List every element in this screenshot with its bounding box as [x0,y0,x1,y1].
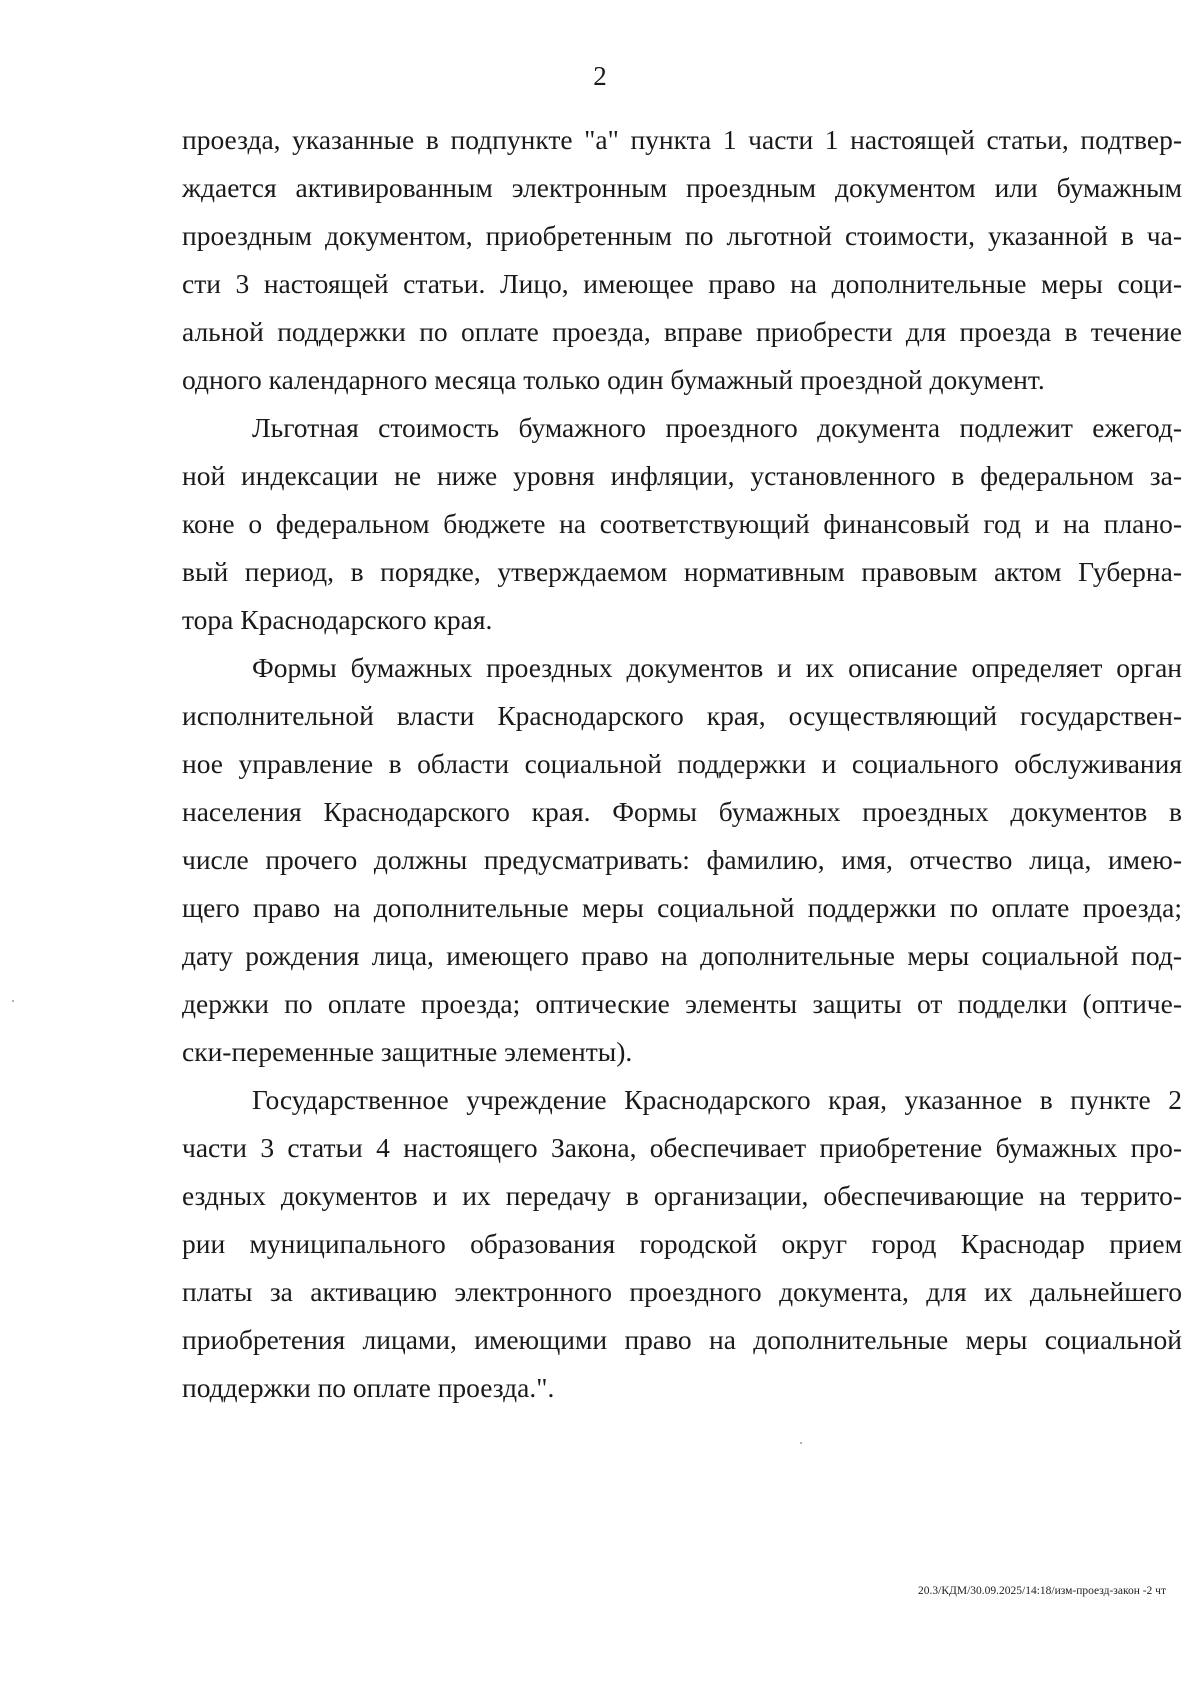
text-line: приобретения лицами, имеющими право на дополнительные меры социальной [182,1324,1182,1355]
document-body [182,116,1182,1412]
text-line: Государственное учреждение Краснодарского края, указанное в пункте 2 [252,1084,1182,1115]
scan-speck [12,1000,14,1002]
text-line: тора Краснодарского края. [182,604,493,635]
text-line: части 3 статьи 4 настоящего Закона, обеспечивает приобретение бумажных про- [182,1132,1182,1163]
text-line: числе прочего должны предусматривать: фамилию, имя, отчество лица, имею- [182,844,1182,875]
text-line: Льготная стоимость бумажного проездного документа подлежит ежегод- [252,412,1182,443]
text-line: дату рождения лица, имеющего право на дополнительные меры социальной под- [182,940,1182,971]
paragraph-4 [182,1076,1182,1412]
text-line: поддержки по оплате проезда.". [182,1372,555,1403]
text-line: ски-переменные защитные элементы). [182,1036,633,1067]
text-line: щего право на дополнительные меры социальной поддержки по оплате проезда; [182,892,1182,923]
text-line: платы за активацию электронного проездного документа, для их дальнейшего [182,1276,1182,1307]
scan-speck [800,1442,802,1444]
text-line: Формы бумажных проездных документов и их описание определяет орган [252,652,1182,683]
text-line: вый период, в порядке, утверждаемом нормативным правовым актом Губерна- [182,556,1182,587]
text-line: рии муниципального образования городской округ город Краснодар прием [182,1228,1182,1259]
text-line: альной поддержки по оплате проезда, вправе приобрести для проезда в течение [182,316,1182,347]
document-footer-code: 20.3/КДМ/30.09.2025/14:18/изм-проезд-закон -2 чт [918,1585,1166,1597]
page-number: 2 [593,61,607,91]
text-line: коне о федеральном бюджете на соответствующий финансовый год и на плано- [182,508,1182,539]
text-line: одного календарного месяца только один бумажный проездной документ. [182,364,1045,395]
text-line: проезда, указанные в подпункте "а" пункта 1 части 1 настоящей статьи, подтвер- [182,124,1182,155]
text-line: населения Краснодарского края. Формы бумажных проездных документов в [182,796,1182,827]
text-line: сти 3 настоящей статьи. Лицо, имеющее право на дополнительные меры соци- [182,268,1182,299]
paragraph-2 [182,404,1182,644]
paragraph-3 [182,644,1182,1076]
text-line: ное управление в области социальной поддержки и социального обслуживания [182,748,1182,779]
text-line: держки по оплате проезда; оптические элементы защиты от подделки (оптиче- [182,988,1182,1019]
text-line: ждается активированным электронным проездным документом или бумажным [182,172,1182,203]
text-line: ездных документов и их передачу в организации, обеспечивающие на террито- [182,1180,1182,1211]
text-line: ной индексации не ниже уровня инфляции, установленного в федеральном за- [182,460,1182,491]
paragraph-1 [182,116,1182,404]
text-line: исполнительной власти Краснодарского края, осуществляющий государствен- [182,700,1182,731]
text-line: проездным документом, приобретенным по льготной стоимости, указанной в ча- [182,220,1182,251]
